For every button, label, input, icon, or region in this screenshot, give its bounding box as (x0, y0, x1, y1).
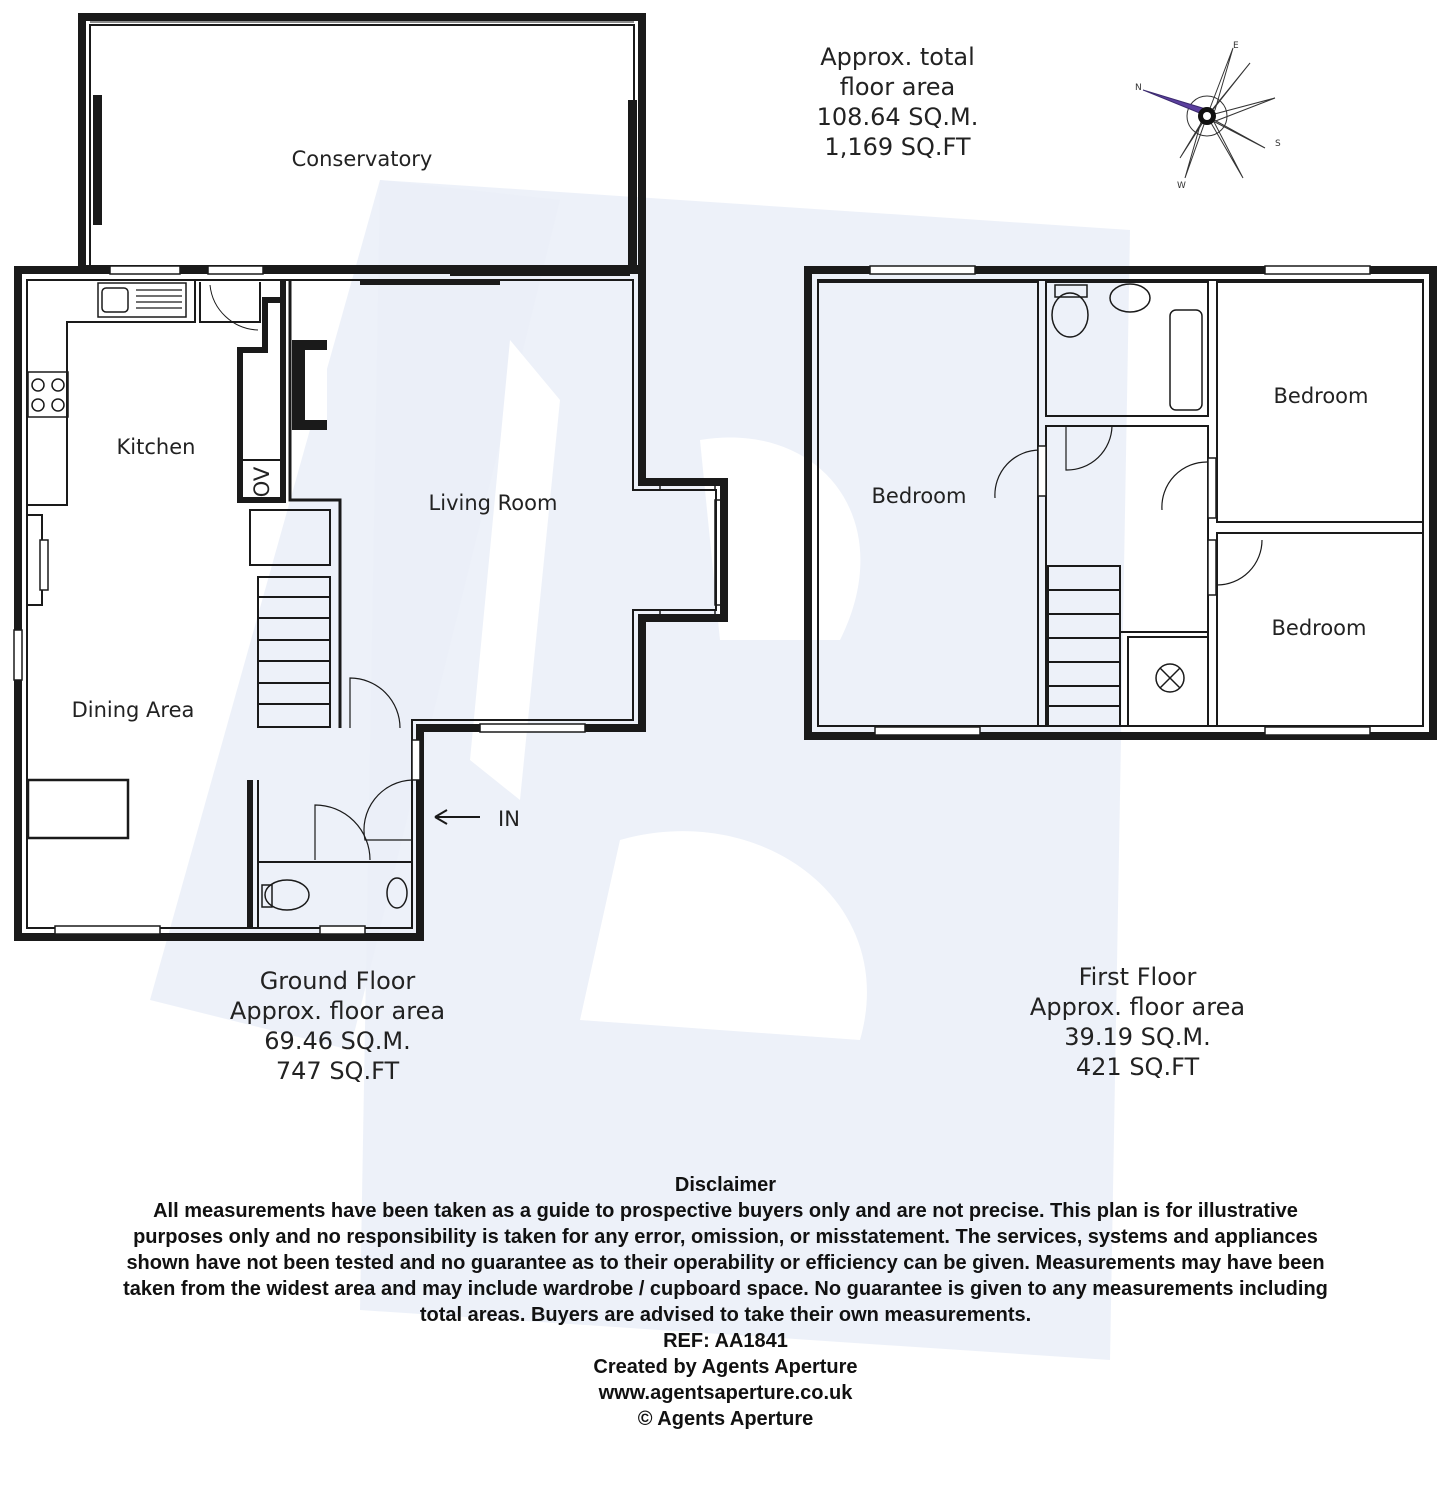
first-floor-sqm: 39.19 SQ.M. (1064, 1023, 1211, 1051)
total-area-line2: floor area (839, 73, 956, 101)
compass-s-label: S (1275, 139, 1281, 149)
ground-floor-sqft: 747 SQ.FT (275, 1057, 400, 1085)
disclaimer-created-by: Created by Agents Aperture (593, 1356, 858, 1378)
disclaimer-heading: Disclaimer (674, 1174, 777, 1196)
total-area-sqft: 1,169 SQ.FT (824, 133, 971, 161)
room-label-kitchen: Kitchen (116, 435, 196, 459)
room-label-bedroom-bottom-right: Bedroom (1271, 616, 1367, 640)
disclaimer-body: All measurements have been taken as a guide to prospective buyers only and are not precise. This plan is for illustrative purposes only and no responsibility is taken for any error, omission, or misstatement. The services, systems and appliances shown have not been tested and no guarantee as to their operability or efficiency can be given. Measurements may have been taken from the widest area and may include wardrobe / cupboard space. No guarantee is given to any measurements including total areas. Buyers are advised to take their own measurements. (123, 1200, 1328, 1326)
conservatory-window-right (628, 100, 637, 265)
disclaimer-website[interactable]: www.agentsaperture.co.uk (598, 1382, 853, 1404)
bath (1170, 310, 1202, 410)
disclaimer-ref: REF: AA1841 (663, 1330, 788, 1352)
room-label-bedroom-top-right: Bedroom (1273, 384, 1369, 408)
oven-label: OV (250, 466, 274, 498)
dining-sideboard (28, 780, 128, 838)
first-floor-area-block (1000, 962, 1275, 1082)
disclaimer-block (120, 1172, 1331, 1432)
first-floor-title: First Floor (1078, 963, 1197, 991)
room-label-dining-area: Dining Area (71, 698, 195, 722)
conservatory-window-left (93, 95, 102, 225)
room-label-living-room: Living Room (428, 491, 558, 515)
total-area-line1: Approx. total (820, 43, 975, 71)
ground-floor-sqm: 69.46 SQ.M. (264, 1027, 411, 1055)
hob (28, 372, 68, 417)
compass-n-label: N (1135, 83, 1142, 93)
room-label-bedroom-left: Bedroom (871, 484, 967, 508)
ground-floor-title: Ground Floor (259, 967, 416, 995)
compass-w-label: W (1177, 181, 1186, 191)
ground-floor-area-block (200, 966, 475, 1086)
first-floor-subtitle: Approx. floor area (1029, 993, 1246, 1021)
airing-cupboard (1128, 637, 1208, 726)
room-label-conservatory: Conservatory (291, 147, 433, 171)
compass-e-label: E (1233, 41, 1239, 51)
first-floor-sqft: 421 SQ.FT (1075, 1053, 1200, 1081)
disclaimer-copyright: © Agents Aperture (637, 1408, 814, 1430)
entrance-label: IN (498, 807, 520, 831)
ground-floor-subtitle: Approx. floor area (229, 997, 446, 1025)
total-area-sqm: 108.64 SQ.M. (816, 103, 979, 131)
total-area-block (780, 42, 1015, 162)
compass-rose-icon (1125, 38, 1290, 193)
